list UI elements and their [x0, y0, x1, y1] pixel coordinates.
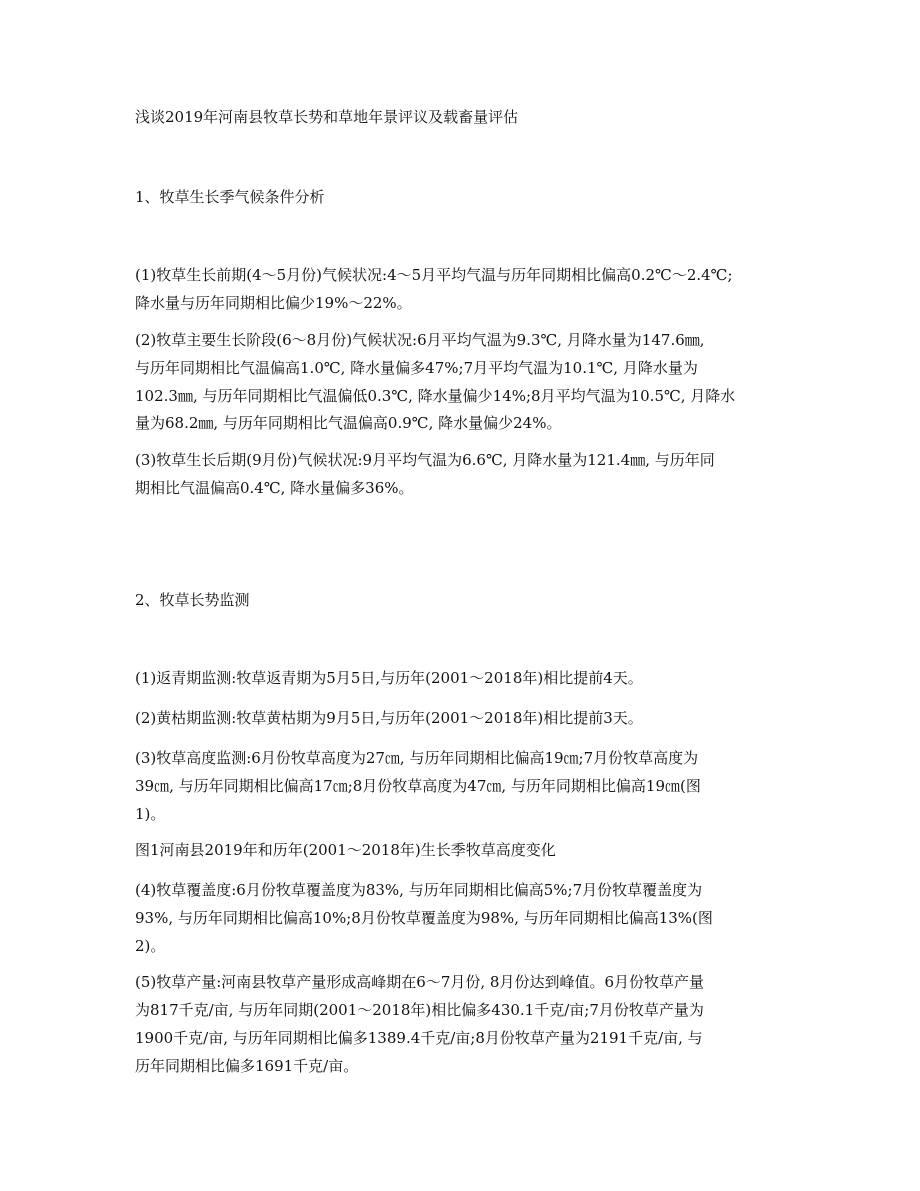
paragraph-line: 历年同期相比偏多1691千克/亩。 — [135, 1057, 359, 1075]
section-2-heading: 2、牧草长势监测 — [135, 591, 250, 609]
paragraph-line: 量为68.2㎜, 与历年同期相比气温偏高0.9℃, 降水量偏少24%。 — [135, 414, 562, 432]
paragraph-line: 与历年同期相比气温偏高1.0℃, 降水量偏多47%;7月平均气温为10.1℃, 月降水量为 — [135, 359, 698, 377]
paragraph-line: 期相比气温偏高0.4℃, 降水量偏多36%。 — [135, 479, 414, 497]
paragraph-line: 降水量与历年同期相比偏少19%～22%。 — [135, 294, 412, 312]
paragraph-line: 2)。 — [135, 937, 166, 955]
paragraph-line: 1)。 — [135, 805, 166, 823]
paragraph-line: (2)牧草主要生长阶段(6～8月份)气候状况:6月平均气温为9.3℃, 月降水量为147.6㎜, — [135, 331, 705, 349]
document-title: 浅谈2019年河南县牧草长势和草地年景评议及载畜量评估 — [135, 108, 519, 126]
paragraph-line: (4)牧草覆盖度:6月份牧草覆盖度为83%, 与历年同期相比偏高5%;7月份牧草覆盖度为 — [135, 881, 703, 899]
paragraph-line: 102.3㎜, 与历年同期相比气温偏低0.3℃, 降水量偏少14%;8月平均气温为10.5℃, 月降水 — [135, 387, 736, 405]
figure-1-caption: 图1河南县2019年和历年(2001～2018年)生长季牧草高度变化 — [135, 841, 556, 859]
paragraph-line: 1900千克/亩, 与历年同期相比偏多1389.4千克/亩;8月份牧草产量为2191千克/亩, 与 — [135, 1029, 703, 1047]
paragraph-line: (3)牧草生长后期(9月份)气候状况:9月平均气温为6.6℃, 月降水量为121.4㎜, 与历年同 — [135, 451, 715, 469]
paragraph-line: 93%, 与历年同期相比偏高10%;8月份牧草覆盖度为98%, 与历年同期相比偏高13%(图 — [135, 909, 713, 927]
section-1-heading: 1、牧草生长季气候条件分析 — [135, 188, 325, 206]
section-2-paragraph-1: (1)返青期监测:牧草返青期为5月5日,与历年(2001～2018年)相比提前4天。 — [135, 669, 643, 687]
paragraph-line: (1)牧草生长前期(4～5月份)气候状况:4～5月平均气温与历年同期相比偏高0.2℃～2.4℃; — [135, 266, 733, 284]
paragraph-line: (3)牧草高度监测:6月份牧草高度为27㎝, 与历年同期相比偏高19㎝;7月份牧草高度为 — [135, 749, 699, 767]
section-2-paragraph-2: (2)黄枯期监测:牧草黄枯期为9月5日,与历年(2001～2018年)相比提前3天。 — [135, 709, 643, 727]
paragraph-line: (5)牧草产量:河南县牧草产量形成高峰期在6～7月份, 8月份达到峰值。6月份牧草产量 — [135, 973, 705, 991]
paragraph-line: 为817千克/亩, 与历年同期(2001～2018年)相比偏多430.1千克/亩;7月份牧草产量为 — [135, 1001, 704, 1019]
paragraph-line: 39㎝, 与历年同期相比偏高17㎝;8月份牧草高度为47㎝, 与历年同期相比偏高19㎝(图 — [135, 777, 701, 795]
